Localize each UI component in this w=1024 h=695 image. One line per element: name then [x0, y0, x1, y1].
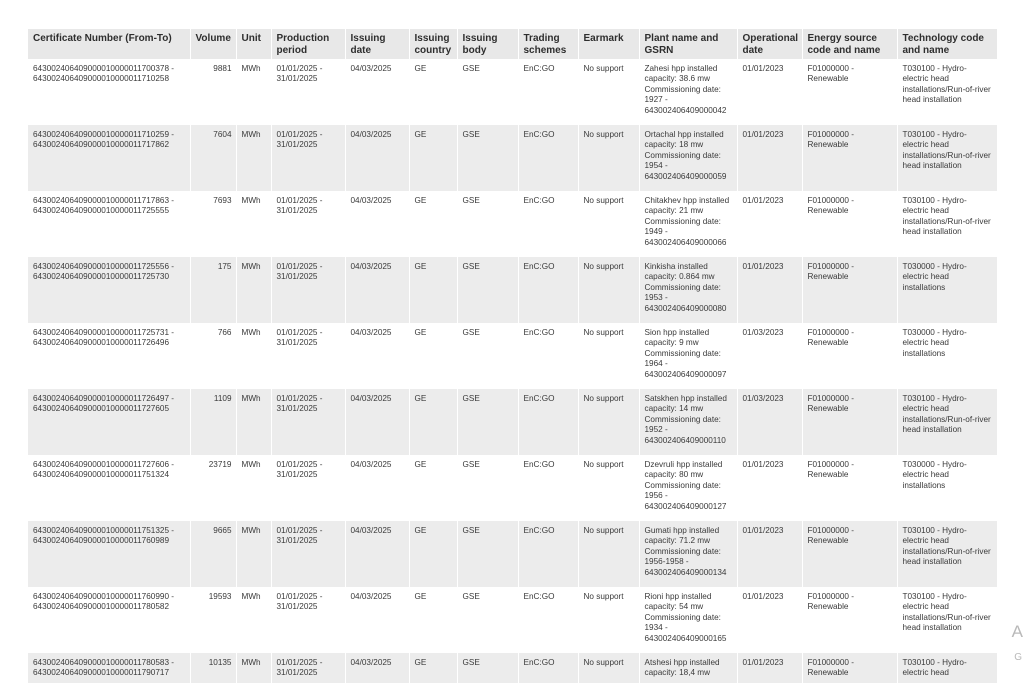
cell-operational-date: 01/01/2023: [737, 653, 802, 683]
cell-unit: MWh: [236, 59, 271, 125]
cell-operational-date: 01/01/2023: [737, 191, 802, 257]
table-row: [28, 323, 997, 389]
cell-technology: T030000 - Hydro-electric head installations: [897, 323, 997, 389]
cell-earmark: No support: [578, 455, 639, 521]
cell-earmark: No support: [578, 257, 639, 323]
cell-issuing-country: GE: [409, 257, 457, 323]
cell-trading-schemes: EnC:GO: [518, 257, 578, 323]
cell-unit: MWh: [236, 521, 271, 587]
cell-volume: 7604: [190, 125, 236, 191]
cell-technology: T030100 - Hydro-electric head installations/Run-of-river head installation: [897, 389, 997, 455]
cell-unit: MWh: [236, 191, 271, 257]
cell-issuing-date: 04/03/2025: [345, 455, 409, 521]
col-header-operational-date[interactable]: Operational date: [737, 29, 802, 59]
cell-volume: 10135: [190, 653, 236, 683]
cell-technology: T030100 - Hydro-electric head installations/Run-of-river head installation: [897, 521, 997, 587]
cell-issuing-body: GSE: [457, 455, 518, 521]
cell-issuing-body: GSE: [457, 653, 518, 683]
col-header-unit[interactable]: Unit: [236, 29, 271, 59]
cell-energy-source: F01000000 - Renewable: [802, 521, 897, 587]
col-header-production-period[interactable]: Production period: [271, 29, 345, 59]
cell-operational-date: 01/03/2023: [737, 323, 802, 389]
cell-certificate-number: 643002406409000010000011726497 - 643002406409000010000011727605: [28, 389, 190, 455]
cell-trading-schemes: EnC:GO: [518, 653, 578, 683]
table-row: [28, 125, 997, 191]
cell-technology: T030000 - Hydro-electric head installations: [897, 257, 997, 323]
col-header-energy-source[interactable]: Energy source code and name: [802, 29, 897, 59]
cell-issuing-country: GE: [409, 59, 457, 125]
table-row: [28, 257, 997, 323]
cell-volume: 7693: [190, 191, 236, 257]
cell-certificate-number: 643002406409000010000011760990 - 643002406409000010000011780582: [28, 587, 190, 653]
table-row: [28, 455, 997, 521]
cell-trading-schemes: EnC:GO: [518, 59, 578, 125]
edge-text-large: A: [1011, 622, 1023, 641]
cell-plant-name-gsrn: Ortachal hpp installed capacity: 18 mw Commissioning date: 1954 - 643002406409000059: [639, 125, 737, 191]
col-header-plant-name-gsrn[interactable]: Plant name and GSRN: [639, 29, 737, 59]
cell-issuing-date: 04/03/2025: [345, 125, 409, 191]
cell-trading-schemes: EnC:GO: [518, 323, 578, 389]
header-row: [28, 29, 997, 59]
cell-trading-schemes: EnC:GO: [518, 521, 578, 587]
cell-issuing-body: GSE: [457, 587, 518, 653]
cell-certificate-number: 643002406409000010000011727606 - 643002406409000010000011751324: [28, 455, 190, 521]
cell-energy-source: F01000000 - Renewable: [802, 389, 897, 455]
table-row: [28, 653, 997, 683]
cell-certificate-number: 643002406409000010000011780583 - 643002406409000010000011790717: [28, 653, 190, 683]
cell-technology: T030100 - Hydro-electric head installations/Run-of-river head installation: [897, 191, 997, 257]
cell-energy-source: F01000000 - Renewable: [802, 587, 897, 653]
col-header-trading-schemes[interactable]: Trading schemes: [518, 29, 578, 59]
cell-plant-name-gsrn: Rioni hpp installed capacity: 54 mw Commissioning date: 1934 - 643002406409000165: [639, 587, 737, 653]
cell-issuing-country: GE: [409, 455, 457, 521]
cell-volume: 23719: [190, 455, 236, 521]
cell-earmark: No support: [578, 521, 639, 587]
cell-unit: MWh: [236, 125, 271, 191]
cell-volume: 19593: [190, 587, 236, 653]
cell-issuing-date: 04/03/2025: [345, 257, 409, 323]
cell-plant-name-gsrn: Dzevruli hpp installed capacity: 80 mw Commissioning date: 1956 - 643002406409000127: [639, 455, 737, 521]
cell-production-period: 01/01/2025 - 31/01/2025: [271, 653, 345, 683]
cell-trading-schemes: EnC:GO: [518, 125, 578, 191]
cell-issuing-country: GE: [409, 587, 457, 653]
cell-unit: MWh: [236, 653, 271, 683]
cell-production-period: 01/01/2025 - 31/01/2025: [271, 521, 345, 587]
cell-unit: MWh: [236, 587, 271, 653]
cell-trading-schemes: EnC:GO: [518, 587, 578, 653]
cell-plant-name-gsrn: Chitakhev hpp installed capacity: 21 mw Commissioning date: 1949 - 643002406409000066: [639, 191, 737, 257]
certificates-table: [28, 29, 998, 683]
cell-energy-source: F01000000 - Renewable: [802, 653, 897, 683]
cell-technology: T030100 - Hydro-electric head installations/Run-of-river head installation: [897, 587, 997, 653]
cell-issuing-date: 04/03/2025: [345, 521, 409, 587]
cell-issuing-date: 04/03/2025: [345, 389, 409, 455]
cell-earmark: No support: [578, 587, 639, 653]
cell-issuing-body: GSE: [457, 521, 518, 587]
cell-earmark: No support: [578, 653, 639, 683]
cell-energy-source: F01000000 - Renewable: [802, 257, 897, 323]
table-row: [28, 59, 997, 125]
cell-certificate-number: 643002406409000010000011751325 - 643002406409000010000011760989: [28, 521, 190, 587]
cell-issuing-country: GE: [409, 521, 457, 587]
cell-unit: MWh: [236, 323, 271, 389]
cell-issuing-date: 04/03/2025: [345, 59, 409, 125]
cell-technology: T030000 - Hydro-electric head installations: [897, 455, 997, 521]
cell-plant-name-gsrn: Atshesi hpp installed capacity: 18,4 mw: [639, 653, 737, 683]
cell-operational-date: 01/01/2023: [737, 59, 802, 125]
cell-volume: 175: [190, 257, 236, 323]
cell-issuing-body: GSE: [457, 257, 518, 323]
cell-certificate-number: 643002406409000010000011710259 - 643002406409000010000011717862: [28, 125, 190, 191]
cell-operational-date: 01/01/2023: [737, 125, 802, 191]
cell-operational-date: 01/01/2023: [737, 455, 802, 521]
cell-volume: 766: [190, 323, 236, 389]
cell-earmark: No support: [578, 125, 639, 191]
cell-issuing-country: GE: [409, 191, 457, 257]
cell-production-period: 01/01/2025 - 31/01/2025: [271, 587, 345, 653]
cell-production-period: 01/01/2025 - 31/01/2025: [271, 59, 345, 125]
cell-energy-source: F01000000 - Renewable: [802, 125, 897, 191]
table-row: [28, 587, 997, 653]
cell-issuing-body: GSE: [457, 125, 518, 191]
cell-trading-schemes: EnC:GO: [518, 191, 578, 257]
cell-unit: MWh: [236, 257, 271, 323]
cell-earmark: No support: [578, 191, 639, 257]
cell-volume: 9665: [190, 521, 236, 587]
cell-plant-name-gsrn: Satskhen hpp installed capacity: 14 mw Commissioning date: 1952 - 643002406409000110: [639, 389, 737, 455]
cell-issuing-date: 04/03/2025: [345, 323, 409, 389]
cell-production-period: 01/01/2025 - 31/01/2025: [271, 455, 345, 521]
cell-certificate-number: 643002406409000010000011725556 - 643002406409000010000011725730: [28, 257, 190, 323]
cell-plant-name-gsrn: Sion hpp installed capacity: 9 mw Commissioning date: 1964 - 643002406409000097: [639, 323, 737, 389]
col-header-issuing-country[interactable]: Issuing country: [409, 29, 457, 59]
col-header-issuing-date[interactable]: Issuing date: [345, 29, 409, 59]
cell-issuing-body: GSE: [457, 59, 518, 125]
cell-certificate-number: 643002406409000010000011717863 - 643002406409000010000011725555: [28, 191, 190, 257]
cell-technology: T030100 - Hydro-electric head installations/Run-of-river head installation: [897, 59, 997, 125]
cell-volume: 9881: [190, 59, 236, 125]
cell-plant-name-gsrn: Zahesi hpp installed capacity: 38.6 mw Commissioning date: 1927 - 643002406409000042: [639, 59, 737, 125]
cell-issuing-date: 04/03/2025: [345, 587, 409, 653]
table-row: [28, 389, 997, 455]
cell-production-period: 01/01/2025 - 31/01/2025: [271, 257, 345, 323]
cell-plant-name-gsrn: Gumati hpp installed capacity: 71.2 mw Commissioning date: 1956-1958 - 643002406409000134: [639, 521, 737, 587]
cell-issuing-body: GSE: [457, 191, 518, 257]
cell-earmark: No support: [578, 389, 639, 455]
cell-unit: MWh: [236, 455, 271, 521]
cell-issuing-body: GSE: [457, 389, 518, 455]
col-header-issuing-body[interactable]: Issuing body: [457, 29, 518, 59]
cell-plant-name-gsrn: Kinkisha installed capacity: 0.864 mw Commissioning date: 1953 - 643002406409000080: [639, 257, 737, 323]
cell-operational-date: 01/01/2023: [737, 587, 802, 653]
cell-energy-source: F01000000 - Renewable: [802, 455, 897, 521]
cell-technology: T030100 - Hydro-electric head: [897, 653, 997, 683]
cell-production-period: 01/01/2025 - 31/01/2025: [271, 389, 345, 455]
cell-certificate-number: 643002406409000010000011700378 - 643002406409000010000011710258: [28, 59, 190, 125]
cell-issuing-date: 04/03/2025: [345, 191, 409, 257]
cell-issuing-body: GSE: [457, 323, 518, 389]
cell-earmark: No support: [578, 59, 639, 125]
cell-production-period: 01/01/2025 - 31/01/2025: [271, 125, 345, 191]
cell-energy-source: F01000000 - Renewable: [802, 59, 897, 125]
cell-earmark: No support: [578, 323, 639, 389]
col-header-volume[interactable]: Volume: [190, 29, 236, 59]
cell-operational-date: 01/03/2023: [737, 389, 802, 455]
cell-operational-date: 01/01/2023: [737, 521, 802, 587]
cell-issuing-country: GE: [409, 125, 457, 191]
edge-text-small: G: [1014, 652, 1022, 663]
cell-energy-source: F01000000 - Renewable: [802, 323, 897, 389]
cell-trading-schemes: EnC:GO: [518, 389, 578, 455]
table-body: [28, 59, 997, 683]
col-header-technology[interactable]: Technology code and name: [897, 29, 997, 59]
cell-issuing-date: 04/03/2025: [345, 653, 409, 683]
col-header-certificate-number[interactable]: Certificate Number (From-To): [28, 29, 190, 59]
col-header-earmark[interactable]: Earmark: [578, 29, 639, 59]
cell-production-period: 01/01/2025 - 31/01/2025: [271, 323, 345, 389]
cell-unit: MWh: [236, 389, 271, 455]
cell-issuing-country: GE: [409, 323, 457, 389]
cell-energy-source: F01000000 - Renewable: [802, 191, 897, 257]
cell-volume: 1109: [190, 389, 236, 455]
table-row: [28, 521, 997, 587]
cell-certificate-number: 643002406409000010000011725731 - 643002406409000010000011726496: [28, 323, 190, 389]
cell-issuing-country: GE: [409, 653, 457, 683]
cell-issuing-country: GE: [409, 389, 457, 455]
cell-operational-date: 01/01/2023: [737, 257, 802, 323]
table-row: [28, 191, 997, 257]
cell-trading-schemes: EnC:GO: [518, 455, 578, 521]
cell-production-period: 01/01/2025 - 31/01/2025: [271, 191, 345, 257]
cell-technology: T030100 - Hydro-electric head installations/Run-of-river head installation: [897, 125, 997, 191]
